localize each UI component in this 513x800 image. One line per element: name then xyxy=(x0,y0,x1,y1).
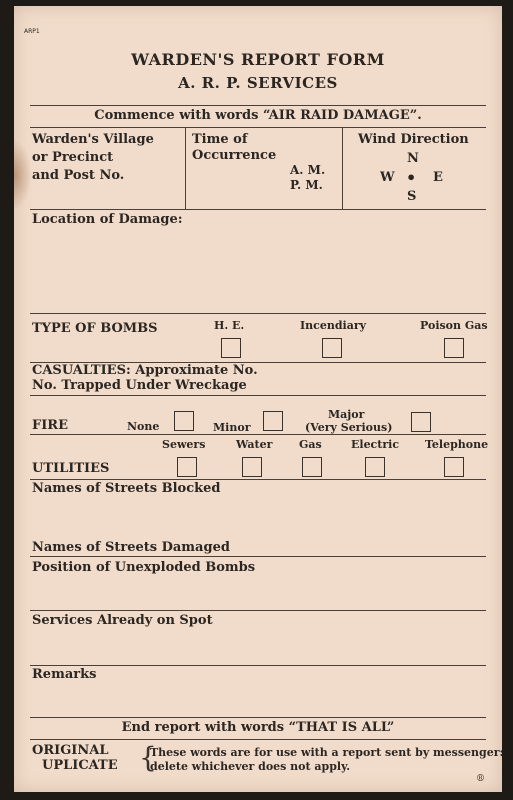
form-title: WARDEN'S REPORT FORM xyxy=(131,50,385,69)
messenger-note-2: delete whichever does not apply. xyxy=(150,760,351,773)
messenger-note-1: These words are for use with a report sent by messenger: xyxy=(150,746,504,759)
wind-label: Wind Direction xyxy=(358,132,469,147)
streets-damaged-label: Names of Streets Damaged xyxy=(32,540,230,555)
divider xyxy=(185,127,186,209)
bomb-incendiary-label: Incendiary xyxy=(300,319,367,332)
bombs-label: TYPE OF BOMBS xyxy=(32,321,158,336)
casualties-label: CASUALTIES: Approximate No. xyxy=(32,363,258,378)
divider xyxy=(30,209,486,210)
streets-blocked-label: Names of Streets Blocked xyxy=(32,481,221,496)
util-telephone-label: Telephone xyxy=(425,438,489,451)
fire-major-label: Major xyxy=(328,408,365,421)
stain-mark xyxy=(14,140,32,210)
divider xyxy=(30,395,486,396)
report-form xyxy=(14,6,502,792)
bomb-he-label: H. E. xyxy=(214,319,245,332)
fire-minor-checkbox[interactable] xyxy=(263,411,283,431)
union-mark: ® xyxy=(476,774,485,784)
sewers-checkbox[interactable] xyxy=(177,457,197,477)
electric-checkbox[interactable] xyxy=(365,457,385,477)
he-checkbox[interactable] xyxy=(221,338,241,358)
divider xyxy=(30,479,486,480)
commence-note: Commence with words “AIR RAID DAMAGE”. xyxy=(94,108,422,123)
water-checkbox[interactable] xyxy=(242,457,262,477)
trapped-label: No. Trapped Under Wreckage xyxy=(32,378,247,393)
telephone-checkbox[interactable] xyxy=(444,457,464,477)
poison-gas-checkbox[interactable] xyxy=(444,338,464,358)
wind-dot: • xyxy=(406,168,417,187)
time-label-1: Time of xyxy=(192,132,248,147)
divider xyxy=(30,739,486,740)
remarks-label: Remarks xyxy=(32,667,97,682)
fire-label: FIRE xyxy=(32,418,69,433)
divider xyxy=(30,434,486,435)
incendiary-checkbox[interactable] xyxy=(322,338,342,358)
fire-major-checkbox[interactable] xyxy=(411,412,431,432)
fire-none-checkbox[interactable] xyxy=(174,411,194,431)
divider xyxy=(342,127,343,209)
divider xyxy=(30,717,486,718)
bomb-poison-gas-label: Poison Gas xyxy=(420,319,488,332)
services-label: Services Already on Spot xyxy=(32,613,213,628)
utilities-label: UTILITIES xyxy=(32,461,110,476)
pm-label: P. M. xyxy=(290,178,323,192)
util-gas-label: Gas xyxy=(299,438,322,451)
end-note: End report with words “THAT IS ALL” xyxy=(121,720,395,735)
gas-checkbox[interactable] xyxy=(302,457,322,477)
form-subtitle: A. R. P. SERVICES xyxy=(178,74,338,92)
brace-symbol: { xyxy=(139,741,157,774)
original-label: ORIGINAL xyxy=(32,743,109,758)
fire-very-serious-label: (Very Serious) xyxy=(305,421,393,434)
wind-w: W xyxy=(380,170,395,185)
warden-label-3: and Post No. xyxy=(32,168,125,183)
divider xyxy=(30,105,486,106)
wind-s: S xyxy=(407,189,417,204)
time-label-2: Occurrence xyxy=(192,148,277,163)
util-sewers-label: Sewers xyxy=(162,438,206,451)
unexploded-label: Position of Unexploded Bombs xyxy=(32,560,256,575)
warden-label-1: Warden's Village xyxy=(32,132,154,147)
fire-none-label: None xyxy=(127,420,160,433)
util-water-label: Water xyxy=(236,438,273,451)
warden-label-2: or Precinct xyxy=(32,150,114,165)
divider xyxy=(30,610,486,611)
wind-n: N xyxy=(407,151,419,166)
form-code: ARP1 xyxy=(24,28,40,35)
divider xyxy=(30,127,486,128)
fire-minor-label: Minor xyxy=(213,421,251,434)
divider xyxy=(30,313,486,314)
am-label: A. M. xyxy=(290,163,326,177)
util-electric-label: Electric xyxy=(351,438,400,451)
divider xyxy=(30,556,486,557)
divider xyxy=(30,665,486,666)
location-label: Location of Damage: xyxy=(32,212,183,227)
wind-e: E xyxy=(433,170,443,185)
duplicate-label: UPLICATE xyxy=(42,758,118,773)
